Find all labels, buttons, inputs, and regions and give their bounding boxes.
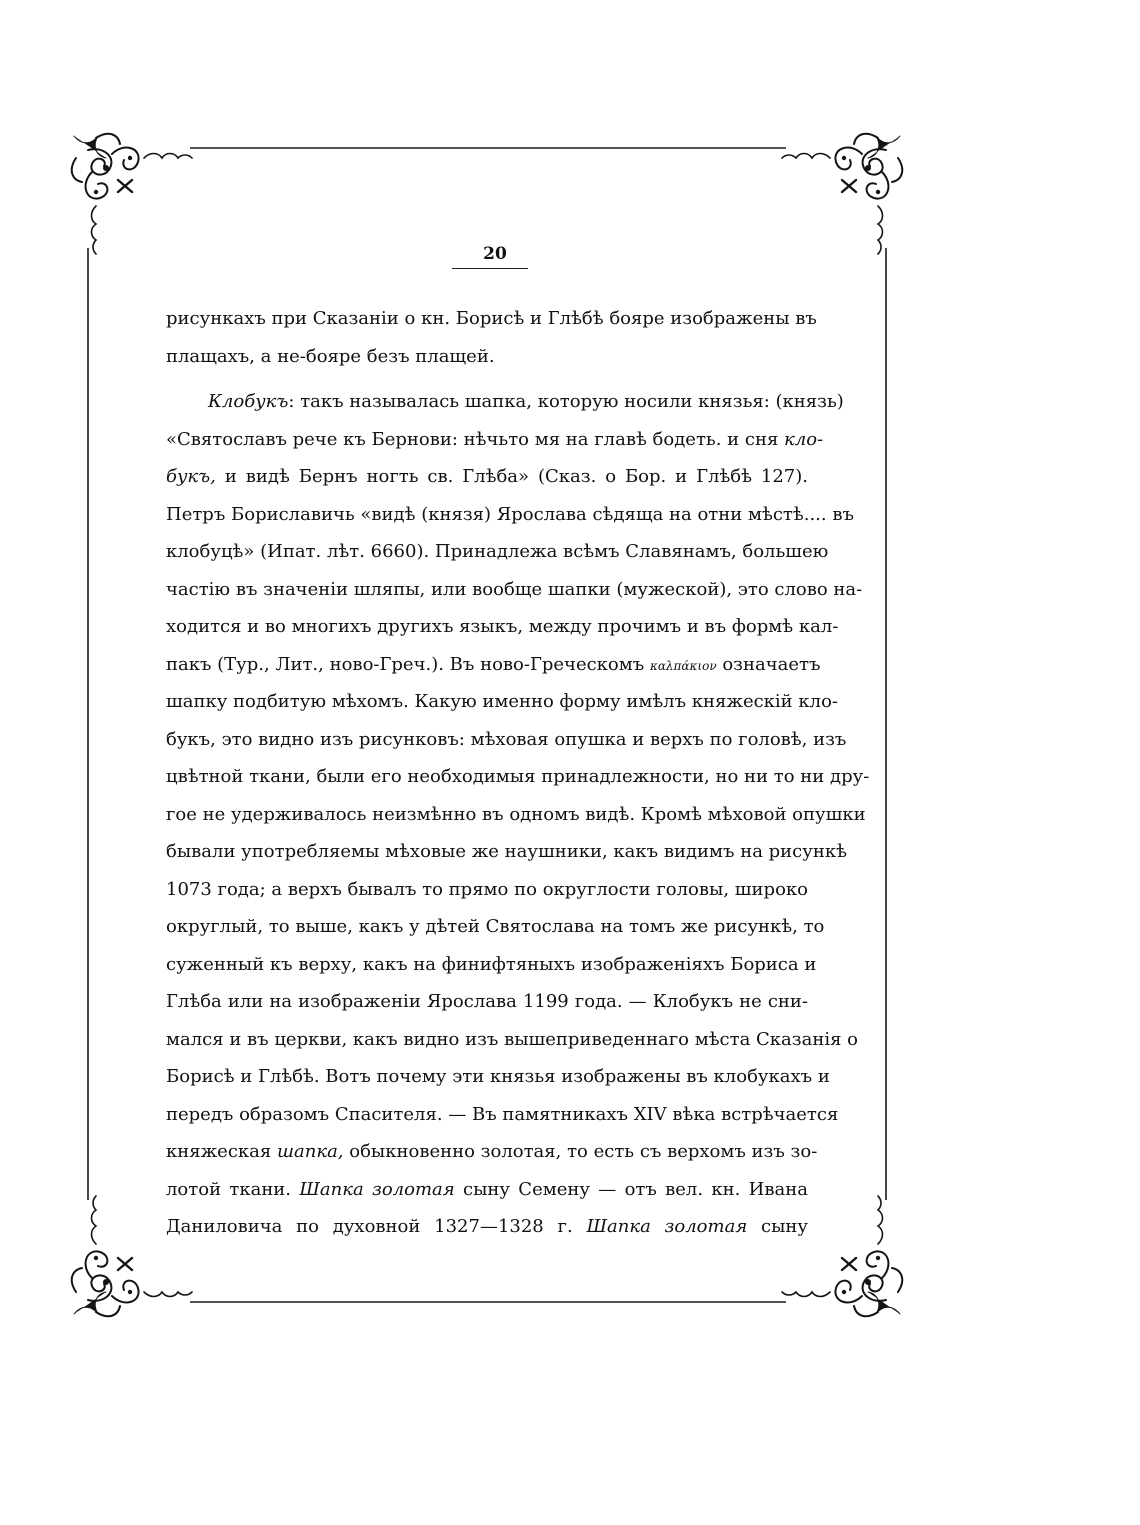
text-segment: шапку подбитую мѣхомъ. Какую именно форму имѣлъ княжескiй кло- bbox=[166, 691, 839, 712]
text-segment: мался и въ церкви, какъ видно изъ вышеприведеннаго мѣста Сказанiя о bbox=[166, 1028, 859, 1050]
text-line bbox=[166, 458, 808, 496]
text-segment: суженный къ верху, какъ на финифтяныхъ изображенiяхъ Бориса и bbox=[166, 953, 817, 975]
text-segment: сыну bbox=[747, 1216, 808, 1237]
text-line bbox=[166, 1096, 839, 1134]
text-line bbox=[166, 1171, 808, 1209]
text-segment: клобуцѣ» (Ипат. лѣт. 6660). Принадлежа всѣмъ Славянамъ, большею bbox=[166, 541, 829, 562]
text-line bbox=[166, 646, 821, 684]
text-segment: и видѣ Бернъ ногть св. Глѣба» (Сказ. о Бор. и Глѣбѣ 127). bbox=[215, 466, 808, 487]
text-segment: обыкновенно золотая, то есть съ верхомъ изъ зо- bbox=[343, 1141, 818, 1162]
text-segment: частiю въ значенiи шляпы, или вообще шапки (мужеской), это слово на- bbox=[166, 578, 863, 600]
page-number: 20 bbox=[483, 244, 507, 264]
text-line bbox=[166, 833, 847, 871]
text-segment: Клобукъ bbox=[208, 391, 289, 412]
text-segment: княжеская bbox=[166, 1141, 277, 1162]
text-line bbox=[166, 496, 854, 534]
text-line bbox=[166, 1058, 830, 1096]
text-line bbox=[166, 983, 808, 1021]
text-line bbox=[166, 796, 866, 834]
text-segment: букъ, это видно изъ рисунковъ: мѣховая опушка и верхъ по головѣ, изъ bbox=[166, 728, 847, 750]
text-segment: καλπάκιον bbox=[649, 658, 717, 673]
text-segment: гое не удерживалось неизмѣнно въ одномъ видѣ. Кромѣ мѣховой опушки bbox=[166, 803, 866, 825]
text-segment: Глѣба или на изображенiи Ярослава 1199 года. — Клобукъ не сни- bbox=[166, 991, 808, 1012]
text-line bbox=[166, 1133, 818, 1171]
text-segment: «Святославъ рече къ Бернови: нѣчьто мя на главѣ бодеть. и сня bbox=[166, 428, 785, 450]
text-segment: Шапка золотая bbox=[299, 1178, 455, 1200]
text-line bbox=[166, 571, 863, 609]
text-segment: кло- bbox=[784, 428, 824, 450]
text-segment: : такъ называлась шапка, которую носили князья: (князь) bbox=[288, 391, 844, 412]
corner-ornament-top-right bbox=[782, 134, 902, 254]
text-line bbox=[166, 421, 824, 459]
text-segment: сыну Семену — отъ вел. кн. Ивана bbox=[454, 1178, 808, 1200]
text-segment: букъ, bbox=[166, 466, 216, 487]
text-line bbox=[166, 871, 808, 909]
text-line bbox=[166, 758, 870, 796]
text-segment: рисункахъ при Сказанiи о кн. Борисѣ и Глѣбѣ бояре изображены въ bbox=[166, 308, 817, 329]
text-line bbox=[166, 908, 825, 946]
text-line bbox=[166, 533, 829, 571]
text-line bbox=[166, 1208, 808, 1246]
body-text bbox=[166, 300, 870, 1246]
text-line bbox=[166, 1021, 859, 1059]
text-segment: плащахъ, а не-бояре безъ плащей. bbox=[166, 345, 495, 367]
text-segment: пакъ (Тур., Лит., ново-Греч.). Въ ново-Греческомъ bbox=[166, 653, 650, 675]
text-segment: Шапка золотая bbox=[586, 1216, 748, 1237]
text-segment: означаетъ bbox=[716, 653, 821, 675]
text-segment: лотой ткани. bbox=[166, 1178, 300, 1200]
text-segment: передъ образомъ Спасителя. — Въ памятникахъ XIV вѣка встрѣчается bbox=[166, 1103, 839, 1125]
text-line bbox=[166, 300, 817, 338]
text-segment: шапка, bbox=[276, 1141, 344, 1162]
corner-ornament-top-left bbox=[72, 134, 192, 254]
text-segment: округлый, то выше, какъ у дѣтей Святослава на томъ же рисункѣ, то bbox=[166, 916, 825, 937]
text-line bbox=[166, 338, 808, 376]
text-line bbox=[166, 721, 847, 759]
text-line bbox=[166, 946, 817, 984]
text-segment: Борисѣ и Глѣбѣ. Вотъ почему эти князья изображены въ клобукахъ и bbox=[166, 1066, 830, 1087]
text-segment: 1073 года; а верхъ бывалъ то прямо по округлости головы, широко bbox=[166, 878, 808, 900]
text-line bbox=[166, 683, 839, 721]
text-segment: бывали употребляемы мѣховые же наушники, какъ видимъ на рисункѣ bbox=[166, 841, 847, 862]
page-number-rule bbox=[452, 268, 528, 269]
text-line bbox=[166, 608, 839, 646]
text-segment: ходится и во многихъ другихъ языкъ, между прочимъ и въ формѣ кал- bbox=[166, 616, 839, 637]
text-line bbox=[166, 383, 844, 421]
text-segment: Даниловича по духовной 1327—1328 г. bbox=[166, 1216, 587, 1237]
text-segment: Петръ Бориславичь «видѣ (князя) Ярослава сѣдяща на отни мѣстѣ.... въ bbox=[166, 503, 854, 525]
text-segment: цвѣтной ткани, были его необходимыя принадлежности, но ни то ни дру- bbox=[166, 766, 870, 787]
